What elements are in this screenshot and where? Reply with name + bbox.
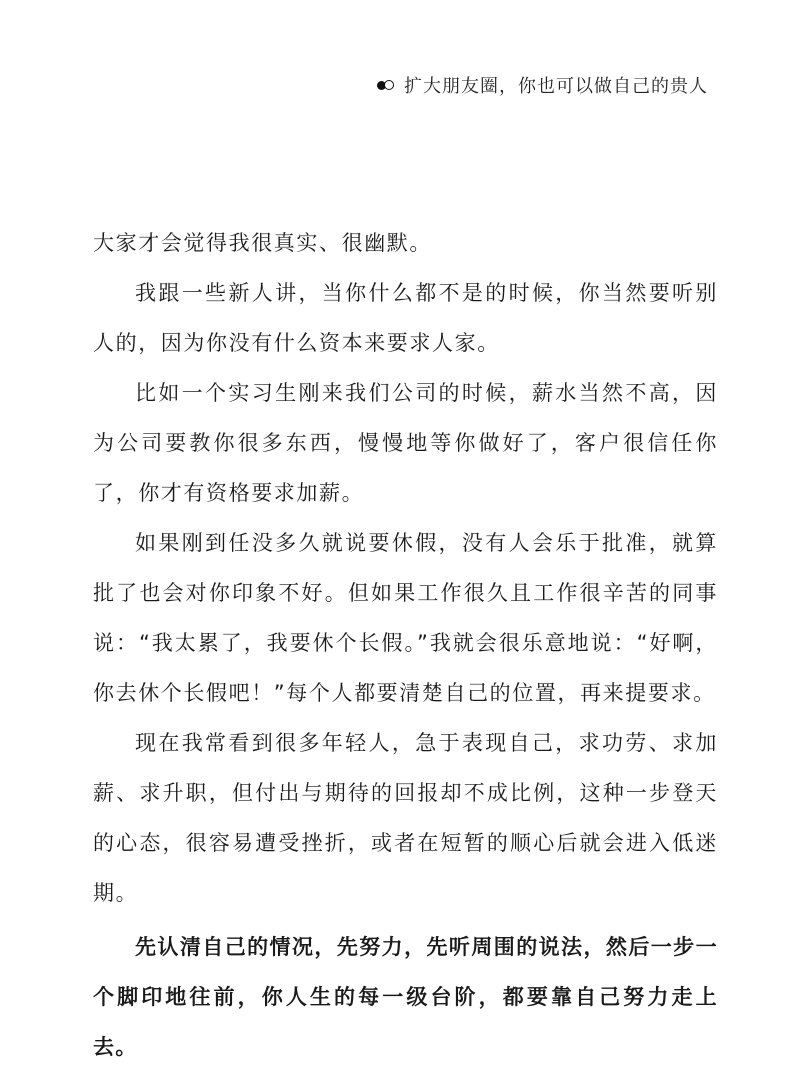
body-text <box>93 218 718 1072</box>
header-title: 扩大朋友圈，你也可以做自己的贵人 <box>404 76 708 97</box>
paragraph-bold-conclusion: 先认清自己的情况，先努力，先听周围的说法，然后一步一个脚印地往前，你人生的每一级台阶，都要靠自己努力走上去。 <box>93 935 718 1059</box>
paragraph: 我跟一些新人讲，当你什么都不是的时候，你当然要听别人的，因为你没有什么资本来要求人家。 <box>93 281 718 355</box>
running-header <box>377 72 708 98</box>
paragraph-continuation: 大家才会觉得我很真实、很幽默。 <box>93 231 432 255</box>
paragraph: 如果刚到任没多久就说要休假，没有人会乐于批准，就算批了也会对你印象不好。但如果工作很久且工作很辛苦的同事说：“我太累了，我要休个长假。”我就会很乐意地说：“好啊，你去休个长假吧！”每个人都要清楚自己的位置，再来提要求。 <box>93 531 718 705</box>
paragraph: 比如一个实习生刚来我们公司的时候，薪水当然不高，因为公司要教你很多东西，慢慢地等你做好了，客户很信任你了，你才有资格要求加薪。 <box>93 381 718 505</box>
bullet-dots-icon <box>377 80 394 90</box>
paragraph: 现在我常看到很多年轻人，急于表现自己，求功劳、求加薪、求升职，但付出与期待的回报却不成比例，这种一步登天的心态，很容易遭受挫折，或者在短暂的顺心后就会进入低迷期。 <box>93 731 718 905</box>
